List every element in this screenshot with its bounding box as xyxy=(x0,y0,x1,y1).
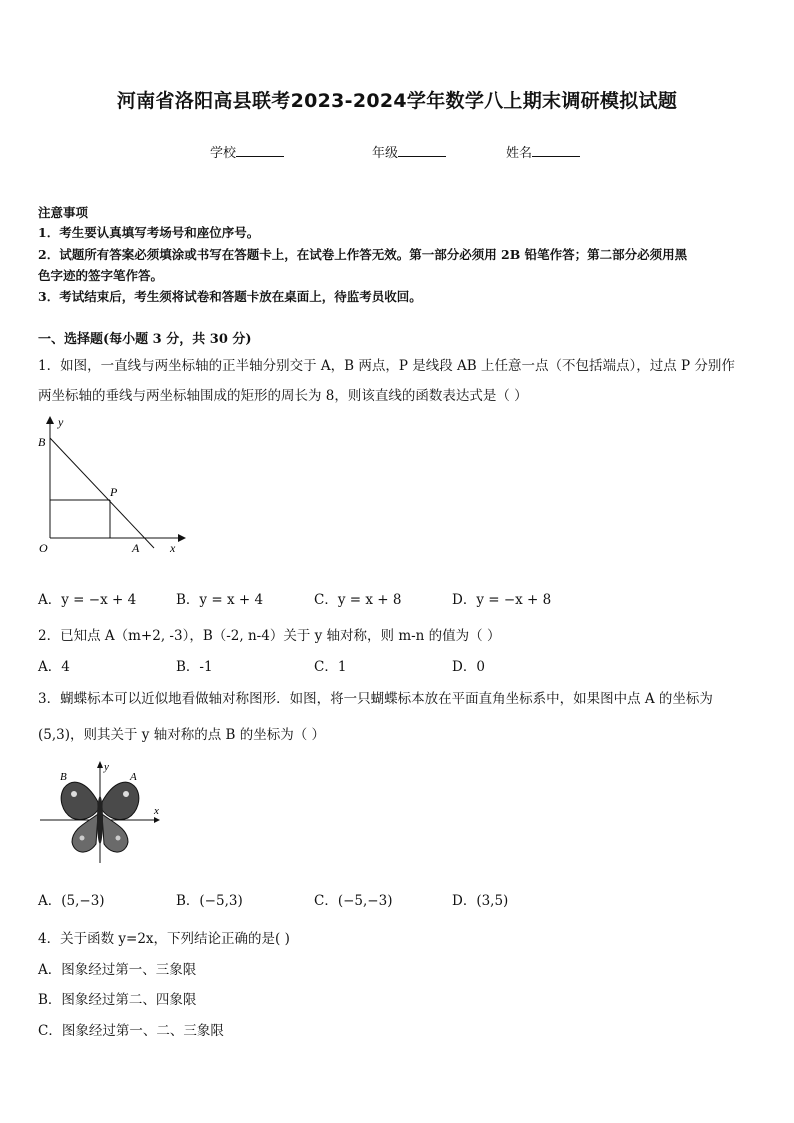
right-lower-spot xyxy=(116,836,121,841)
x-axis-label: x xyxy=(170,541,176,555)
point-a-label: A xyxy=(132,541,140,555)
q3-butterfly-figure xyxy=(38,758,168,868)
q2-option-b: B．-1 xyxy=(176,659,213,675)
q3-option-c: C．(−5,−3) xyxy=(314,893,393,909)
x-axis-arrow xyxy=(178,534,186,542)
school-blank xyxy=(236,144,284,157)
x-axis-label: x xyxy=(154,805,159,817)
section-heading: 一、选择题(每小题 3 分，共 30 分) xyxy=(38,332,252,347)
q1-option-d: D．y = −x + 8 xyxy=(452,592,552,608)
q4-option-c: C．图象经过第一、二、三象限 xyxy=(38,1023,224,1039)
y-axis-arrow xyxy=(97,761,103,768)
q1-option-c: C．y = x + 8 xyxy=(314,592,402,608)
q3-option-b: B．(−5,3) xyxy=(176,893,243,909)
school-label: 学校 xyxy=(210,146,237,161)
q3-option-d: D．(3,5) xyxy=(452,893,509,909)
q4-option-a: A．图象经过第一、三象限 xyxy=(38,962,197,978)
question-1-line2: 两坐标轴的垂线与两坐标轴围成的矩形的周长为 8，则该直线的函数表达式是（ ） xyxy=(38,388,528,404)
right-wing-spot xyxy=(123,791,129,797)
y-axis-label: y xyxy=(104,761,109,773)
left-wing-spot xyxy=(71,791,77,797)
point-a-label: A xyxy=(130,771,137,783)
q2-option-a: A．4 xyxy=(38,659,70,675)
grade-blank xyxy=(398,144,446,157)
question-1-line1: 1．如图，一直线与两坐标轴的正半轴分别交于 A，B 两点，P 是线段 AB 上任意一点（不包括端点），过点 P 分别作 xyxy=(38,358,735,374)
question-4-line1: 4．关于函数 y=2x，下列结论正确的是( ) xyxy=(38,931,290,947)
right-upper-wing xyxy=(102,782,139,819)
name-label: 姓名 xyxy=(506,146,533,161)
note-item: 3．考试结束后，考生须将试卷和答题卡放在桌面上，待监考员收回。 xyxy=(38,289,422,304)
y-axis-label: y xyxy=(58,415,64,429)
school-field xyxy=(210,142,284,161)
q4-option-b: B．图象经过第二、四象限 xyxy=(38,992,197,1008)
y-axis-arrow xyxy=(46,416,54,424)
page-title: 河南省洛阳高县联考2023-2024学年数学八上期末调研模拟试题 xyxy=(116,90,678,112)
note-item: 1．考生要认真填写考场号和座位序号。 xyxy=(38,225,260,240)
q2-option-c: C．1 xyxy=(314,659,347,675)
x-axis-arrow xyxy=(154,817,160,823)
left-upper-wing xyxy=(61,782,98,819)
grade-field xyxy=(372,142,446,161)
point-p-label: P xyxy=(110,485,118,499)
origin-label: O xyxy=(39,541,48,555)
left-lower-spot xyxy=(80,836,85,841)
notes-heading: 注意事项 xyxy=(38,205,89,220)
q1-figure xyxy=(30,410,190,560)
grade-label: 年级 xyxy=(372,146,399,161)
q1-option-a: A．y = −x + 4 xyxy=(38,592,137,608)
q2-option-d: D．0 xyxy=(452,659,485,675)
question-3-line2: (5,3)，则其关于 y 轴对称的点 B 的坐标为（ ） xyxy=(38,727,326,743)
name-field xyxy=(506,142,580,161)
name-blank xyxy=(532,144,580,157)
q3-option-a: A．(5,−3) xyxy=(38,893,105,909)
butterfly-body xyxy=(97,796,103,844)
question-3-line1: 3．蝴蝶标本可以近似地看做轴对称图形．如图，将一只蝴蝶标本放在平面直角坐标系中，如果图中点 A 的坐标为 xyxy=(38,691,713,707)
q1-option-b: B．y = x + 4 xyxy=(176,592,264,608)
point-b-label: B xyxy=(38,435,46,449)
note-item: 2．试题所有答案必须填涂或书写在答题卡上，在试卷上作答无效。第一部分必须用 2B 铅笔作答；第二部分必须用黑 xyxy=(38,247,688,262)
point-b-label: B xyxy=(60,771,67,783)
question-2-line1: 2．已知点 A（m+2, -3），B（-2, n-4）关于 y 轴对称，则 m-n 的值为（ ） xyxy=(38,628,501,644)
note-item: 色字迹的签字笔作答。 xyxy=(38,268,164,283)
line-ab xyxy=(50,438,154,548)
